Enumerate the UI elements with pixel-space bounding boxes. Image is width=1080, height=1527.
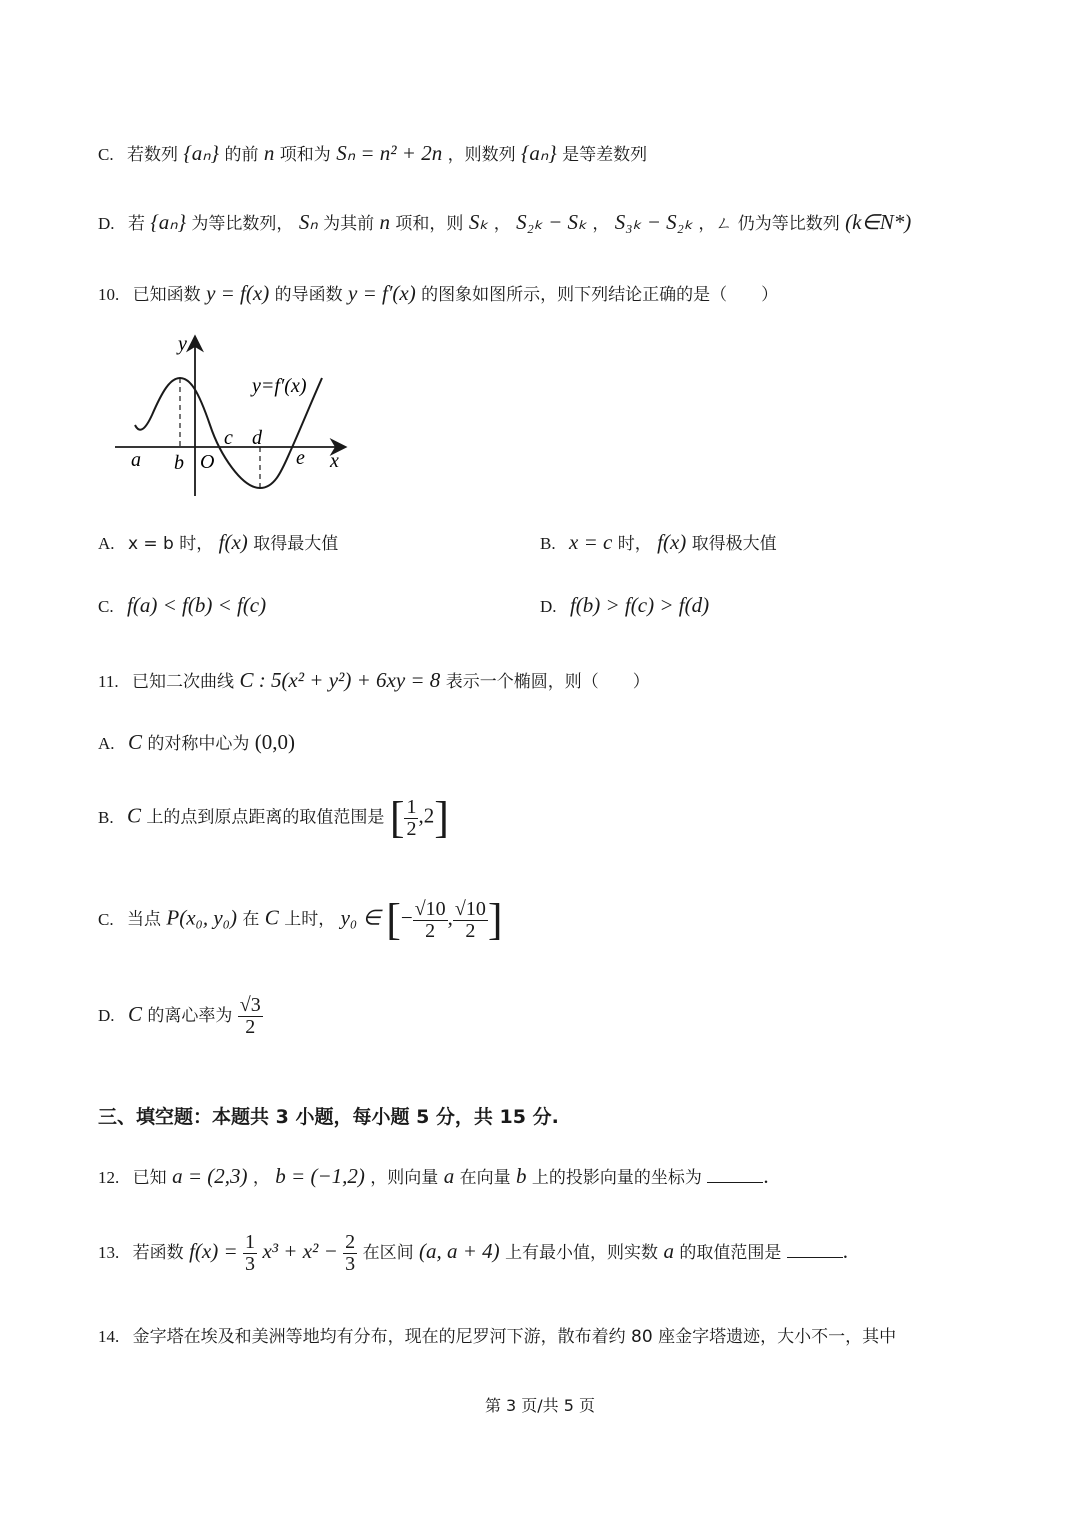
q11-option-a: A. C 的对称中心为 (0,0) bbox=[98, 730, 296, 754]
option-label: D. bbox=[98, 1006, 115, 1025]
option-label: C. bbox=[98, 909, 114, 929]
section-title: 三、填空题：本题共 3 小题，每小题 5 分，共 15 分. bbox=[98, 1106, 559, 1128]
point-e: e bbox=[296, 447, 305, 469]
q11-option-b: B. C 上的点到原点距离的取值范围是 [ $\frac{1}{2}$ ,2] bbox=[98, 793, 449, 842]
q11-option-d: D. C 的离心率为 $\frac{√3}{2}$ bbox=[98, 994, 261, 1038]
q9-option-c: C. 若数列 {aₙ} 的前 n 项和为 Sₙ = n² + 2n ，则数列 {aₙ} 是等差数列 bbox=[98, 141, 648, 165]
question-number: 10. bbox=[98, 285, 120, 304]
q10-option-d: D. f(b) > f(c) > f(d) bbox=[540, 593, 710, 617]
origin-label: O bbox=[200, 451, 215, 473]
q13: 13. 若函数 f(x) = $\frac{1}{3}$ x³ + x² − $\frac{2}{3}$ 在区间 (a, a + 4) 上有最小值，则实数 a 的取值范围是 . bbox=[98, 1231, 849, 1275]
question-number: 12. bbox=[98, 1168, 120, 1187]
fraction: $\frac{√3}{2}$ bbox=[239, 994, 261, 1038]
math-sequence: {aₙ} bbox=[521, 141, 557, 165]
q10-option-a: A. x = b 时， f(x) 取得最大值 bbox=[98, 530, 339, 554]
option-label: B. bbox=[98, 807, 114, 827]
answer-blank bbox=[707, 1168, 763, 1183]
point-b: b bbox=[174, 452, 184, 474]
q11-option-c: C. 当点 P(x₀, y₀) 在 C 上时， y₀ ∈ [− $\frac{√10}{2}$ , $\frac{√10}{2}$ ] bbox=[98, 895, 503, 944]
math-sequence: {aₙ} bbox=[183, 141, 220, 165]
q14: 14. 金字塔在埃及和美洲等地均有分布，现在的尼罗河下游，散布着约 80 座金字塔遗迹，大小不一，其中 bbox=[98, 1327, 897, 1347]
q10-option-b: B. x = c 时， f(x) 取得极大值 bbox=[540, 530, 777, 554]
x-axis-label: x bbox=[330, 450, 339, 472]
option-label: A. bbox=[98, 534, 115, 553]
point-d: d bbox=[252, 427, 262, 449]
point-c: c bbox=[224, 427, 233, 449]
curve-label: y=f′(x) bbox=[252, 375, 307, 397]
q10-option-c: C. f(a) < f(b) < f(c) bbox=[98, 593, 267, 617]
math-condition: (k∈N*) bbox=[845, 210, 912, 234]
q9-option-d: D. 若 {aₙ} 为等比数列， Sₙ 为其前 n 项和，则 Sₖ ， S₂ₖ − Sₖ ， S₃ₖ − S₂ₖ ，ㄥ 仍为等比数列 (k∈N*) bbox=[98, 210, 912, 234]
math-curve: C : 5(x² + y²) + 6xy = 8 bbox=[239, 668, 441, 692]
q11-stem: 11. 已知二次曲线 C : 5(x² + y²) + 6xy = 8 表示一个椭圆，则（ ） bbox=[98, 668, 650, 692]
option-label: C. bbox=[98, 597, 114, 616]
option-label: A. bbox=[98, 734, 115, 753]
derivative-graph bbox=[110, 330, 360, 505]
fraction: $\frac{√10}{2}$ bbox=[454, 897, 486, 942]
page-footer: 第 3 页/共 5 页 bbox=[484, 1396, 596, 1415]
fraction: $\frac{2}{3}$ bbox=[345, 1231, 356, 1275]
fraction: $\frac{√10}{2}$ bbox=[414, 897, 446, 942]
fraction: $\frac{1}{3}$ bbox=[245, 1231, 256, 1275]
option-label: D. bbox=[98, 214, 115, 233]
question-number: 11. bbox=[98, 672, 119, 691]
answer-blank bbox=[787, 1243, 843, 1258]
option-label: C. bbox=[98, 145, 114, 164]
question-number: 13. bbox=[98, 1243, 120, 1262]
fraction: $\frac{1}{2}$ bbox=[406, 795, 417, 840]
y-axis-label: y bbox=[178, 333, 187, 355]
option-label: D. bbox=[540, 597, 557, 616]
q10-stem: 10. 已知函数 y = f(x) 的导函数 y = f′(x) 的图象如图所示，则下列结论正确的是（ ） bbox=[98, 281, 779, 305]
q12: 12. 已知 a = (2,3) ， b = (−1,2) ，则向量 a 在向量 b 上的投影向量的坐标为 . bbox=[98, 1164, 769, 1188]
point-a: a bbox=[131, 449, 141, 471]
question-number: 14. bbox=[98, 1327, 120, 1346]
math-formula: Sₙ = n² + 2n bbox=[336, 141, 443, 165]
option-label: B. bbox=[540, 534, 556, 553]
